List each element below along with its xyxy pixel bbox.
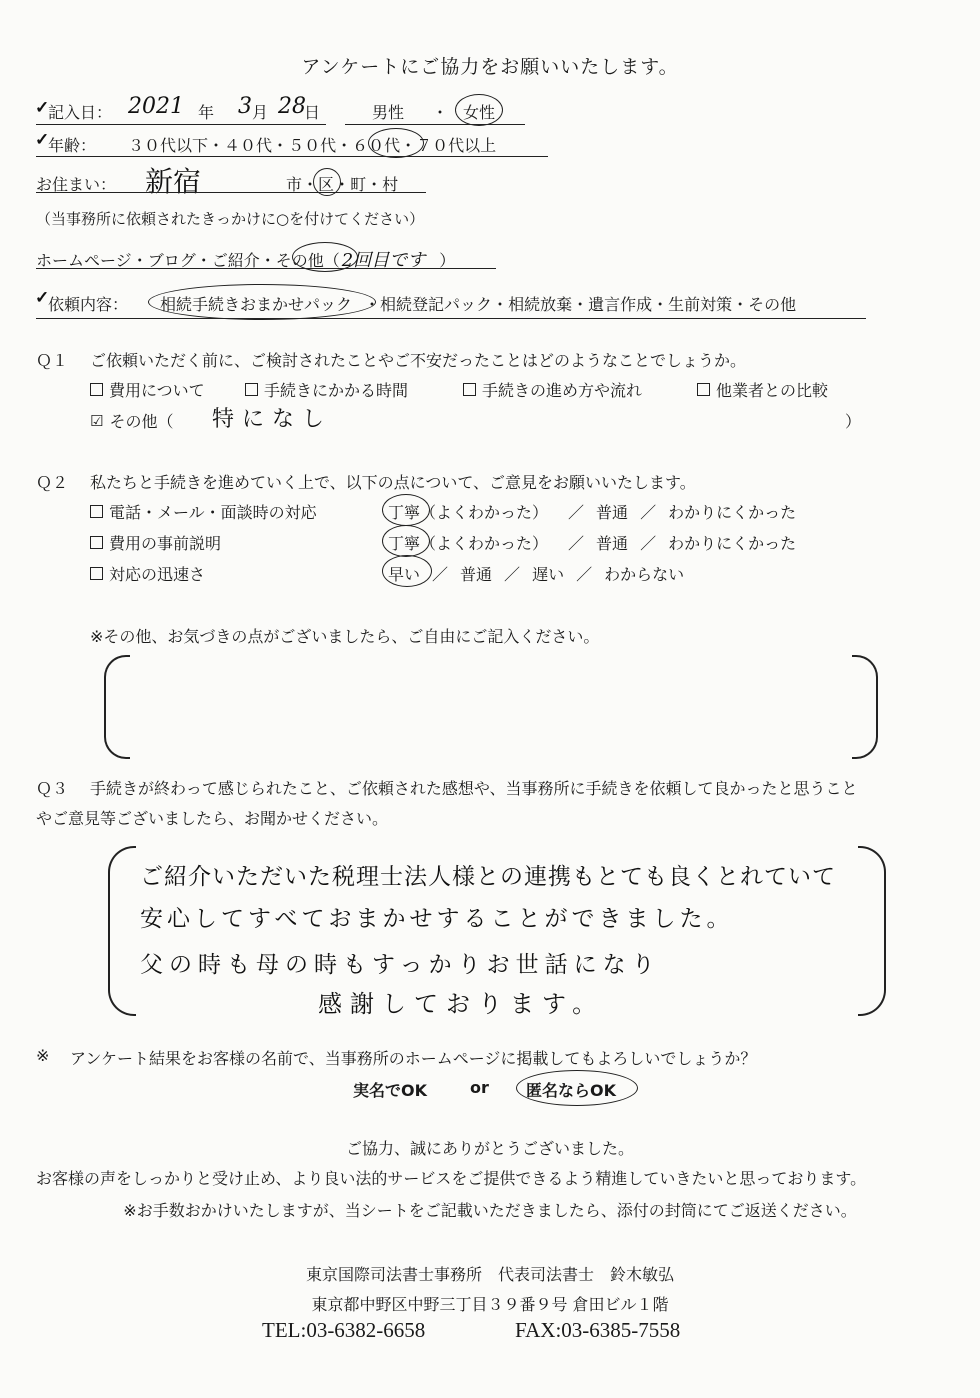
date-year-unit: 年 [198, 103, 215, 122]
q2-item-label: 対応の迅速さ [90, 562, 205, 585]
q2-option[interactable]: 遅い [532, 565, 565, 584]
trigger-option[interactable]: ホームページ [36, 250, 132, 270]
checkbox-icon[interactable] [245, 383, 258, 396]
request-option[interactable]: 相続登記パック [380, 295, 493, 314]
q2-option[interactable]: 普通 [596, 534, 629, 553]
q2-option-sep: ／ [576, 565, 593, 584]
trigger-other-text: 2回目です [341, 250, 426, 271]
date-label: 記入日： [48, 103, 113, 122]
request-underline [36, 318, 866, 319]
trigger-note: （当事務所に依頼されたきっかけに○を付けてください） [36, 210, 425, 228]
thanks-line2: お客様の声をしっかりと受け止め、より良い法的サービスをご提供できるよう精進していきたいと思っております。 [36, 1169, 867, 1188]
request-selected-circle [148, 284, 376, 320]
footer-tel: TEL:03-6382-6658 [262, 1318, 426, 1342]
q2-item-options [388, 531, 796, 554]
age-underline [36, 156, 548, 157]
age-option[interactable]: ３０代以下 [128, 136, 209, 155]
publish-mark: ※ [36, 1046, 50, 1065]
q3-answer-line: 感謝しております。 [318, 990, 605, 1018]
q2-selected-circle [382, 555, 432, 587]
request-options: 相続手続きおまかせパック ・ 相続登記パック ・ 相続放棄 ・ 遺言作成 ・ 生前対策 ・ その他 [160, 292, 796, 315]
q2-option-sep: ／ [432, 565, 449, 584]
q2-item-label: 費用の事前説明 [90, 531, 221, 554]
residence-options: 市 ・ 区 ・ 町 ・ 村 [286, 172, 398, 195]
q1-question: ご依頼いただく前に、ご検討されたことやご不安だったことはどのようなことでしょうか。 [90, 351, 747, 370]
q2-question: 私たちと手続きを進めていく上で、以下の点について、ご意見をお願いいたします。 [90, 473, 696, 492]
request-option[interactable]: その他 [748, 295, 797, 314]
q1-option-label: 手続きにかかる時間 [264, 381, 409, 400]
q2-option-note: （よくわかった） [420, 503, 549, 522]
q2-selected-circle [382, 494, 430, 526]
gender-female[interactable]: 女性 [463, 103, 496, 122]
q2-selected-circle [382, 525, 430, 557]
gender-male[interactable]: 男性 [372, 103, 405, 122]
q3-answer-right-bracket [858, 846, 886, 1016]
residence-option[interactable]: 市 [286, 175, 303, 194]
date-day-value: 28 [278, 94, 306, 119]
gender-separator: ・ [432, 103, 449, 122]
q2-item-label: 電話・メール・面談時の対応 [90, 500, 317, 523]
age-option[interactable]: ４０代 [224, 136, 273, 155]
q1-other-label: その他（ [109, 412, 174, 431]
residence-option[interactable]: 町 [350, 175, 367, 194]
checkbox-icon[interactable] [90, 505, 103, 518]
q1-option[interactable] [245, 378, 463, 401]
residence-underline [36, 192, 426, 193]
checkbox-icon[interactable] [90, 567, 103, 580]
q2-option-sep: ／ [568, 534, 585, 553]
trigger-option[interactable]: ブログ [147, 250, 196, 270]
q1-option-label: 手続きの進め方や流れ [482, 381, 643, 400]
age-option[interactable]: ５０代 [288, 136, 337, 155]
q3-question-line2: やご意見等ございましたら、お聞かせください。 [36, 809, 389, 828]
q2-comment-left-bracket [104, 655, 130, 759]
thanks-line1: ご協力、誠にありがとうございました。 [345, 1139, 634, 1158]
q1-other-close: ） [845, 412, 862, 431]
gender-selected-circle [455, 94, 503, 126]
q1-options [90, 378, 828, 401]
request-label: 依頼内容： [48, 295, 129, 314]
thanks-line3: ※お手数おかけいたしますが、当シートをご記載いただきましたら、添付の封筒にてご返送ください。 [123, 1201, 857, 1220]
q2-option[interactable]: わかりにくかった [668, 534, 797, 553]
publish-anonymous[interactable]: 匿名ならOK [526, 1081, 617, 1100]
q2-option-sep: ／ [640, 503, 657, 522]
q2-option-sep: ／ [568, 503, 585, 522]
q1-option[interactable] [90, 378, 245, 401]
date-day-unit: 日 [304, 103, 321, 122]
request-option[interactable]: 遺言作成 [588, 295, 653, 314]
q1-option-label: 費用について [109, 381, 205, 400]
checkmark-icon: ✓ [35, 98, 50, 118]
footer-address: 東京都中野区中野三丁目３９番９号 倉田ビル１階 [311, 1295, 669, 1314]
footer-fax: FAX:03-6385-7558 [515, 1318, 681, 1342]
q3-answer-line: ご紹介いただいた税理士法人様との連携もとても良くとれていて [140, 864, 836, 890]
q2-free-note: ※その他、お気づきの点がございましたら、ご自由にご記入ください。 [90, 627, 600, 646]
q1-number: Ｑ１ [36, 351, 69, 370]
q3-question-line1: 手続きが終わって感じられたこと、ご依頼された感想や、当事務所に手続きを依頼して良かったと思うこと [90, 779, 858, 798]
request-option[interactable]: 生前対策 [668, 295, 733, 314]
q1-option[interactable] [463, 378, 697, 401]
q2-number: Ｑ２ [36, 473, 69, 492]
q2-comment-area[interactable] [130, 660, 850, 752]
q3-answer-line: 安心してすべておまかせすることができました。 [140, 906, 734, 932]
request-option[interactable]: 相続放棄 [508, 295, 573, 314]
q1-other-checkbox-icon[interactable]: ☑ [90, 411, 104, 430]
q1-option-label: 他業者との比較 [716, 381, 829, 400]
date-month-unit: 月 [252, 103, 269, 122]
gender-underline [345, 124, 525, 125]
publish-question: アンケート結果をお客様の名前で、当事務所のホームページに掲載してもよろしいでしょうか？ [70, 1049, 757, 1068]
q2-item-options [388, 562, 684, 585]
q2-option[interactable]: 丁寧 [388, 503, 421, 522]
q2-option-sep: ／ [640, 534, 657, 553]
age-label: 年齢： [48, 136, 97, 155]
trigger-other-open: （ [323, 250, 340, 270]
q1-other [90, 409, 173, 432]
publish-or: or [470, 1078, 489, 1097]
checkbox-icon[interactable] [90, 383, 103, 396]
q2-option[interactable]: 早い [388, 565, 421, 584]
checkbox-icon[interactable] [463, 383, 476, 396]
age-option[interactable]: ６０代 [352, 136, 401, 155]
trigger-options: ホームページ ・ ブログ ・ ご紹介 ・ その他 （ 2回目です ） [36, 246, 455, 272]
publish-real-name[interactable]: 実名でOK [353, 1081, 428, 1100]
request-option[interactable]: 相続手続きおまかせパック [160, 295, 353, 314]
q2-option[interactable]: わかりにくかった [668, 503, 797, 522]
residence-option[interactable]: 村 [382, 175, 399, 194]
age-option[interactable]: ７０代以上 [416, 136, 497, 155]
age-options: ３０代以下 ・ ４０代 ・ ５０代 ・ ６０代 ・ ７０代以上 [128, 133, 496, 156]
trigger-other-close: ） [439, 250, 456, 270]
age-selected-circle [368, 128, 424, 158]
publish-selected-circle [516, 1070, 638, 1106]
footer-office: 東京国際司法書士事務所 代表司法書士 鈴木敏弘 [305, 1265, 674, 1284]
residence-value: 新宿 [145, 165, 202, 198]
checkmark-icon: ✓ [35, 288, 50, 308]
checkbox-icon[interactable] [90, 536, 103, 549]
page-title: アンケートにご協力をお願いいたします。 [301, 56, 679, 78]
trigger-option[interactable]: その他 [275, 250, 324, 270]
q3-answer-line: 父の時も母の時もすっかりお世話になり [140, 952, 661, 978]
checkmark-icon: ✓ [35, 130, 50, 150]
trigger-underline [36, 268, 496, 269]
q2-option[interactable]: 丁寧 [388, 534, 421, 553]
q2-option-sep: ／ [504, 565, 521, 584]
date-year-value: 2021 [128, 94, 184, 119]
trigger-option[interactable]: ご紹介 [211, 250, 260, 270]
date-underline [36, 124, 326, 125]
q2-option[interactable]: 普通 [460, 565, 493, 584]
checkbox-icon[interactable] [697, 383, 710, 396]
q1-other-text: 特になし [212, 407, 333, 432]
q2-comment-right-bracket [852, 655, 878, 759]
q1-option[interactable] [697, 378, 828, 401]
q2-option-note: （よくわかった） [420, 534, 549, 553]
residence-option[interactable]: 区 [318, 175, 335, 194]
q2-option[interactable]: わからない [604, 565, 685, 584]
residence-label: お住まい： [36, 175, 117, 194]
q2-option[interactable]: 普通 [596, 503, 629, 522]
date-month-value: 3 [238, 94, 252, 119]
q3-answer-left-bracket [108, 846, 136, 1016]
q2-item-options [388, 500, 796, 523]
q3-number: Ｑ３ [36, 779, 69, 798]
